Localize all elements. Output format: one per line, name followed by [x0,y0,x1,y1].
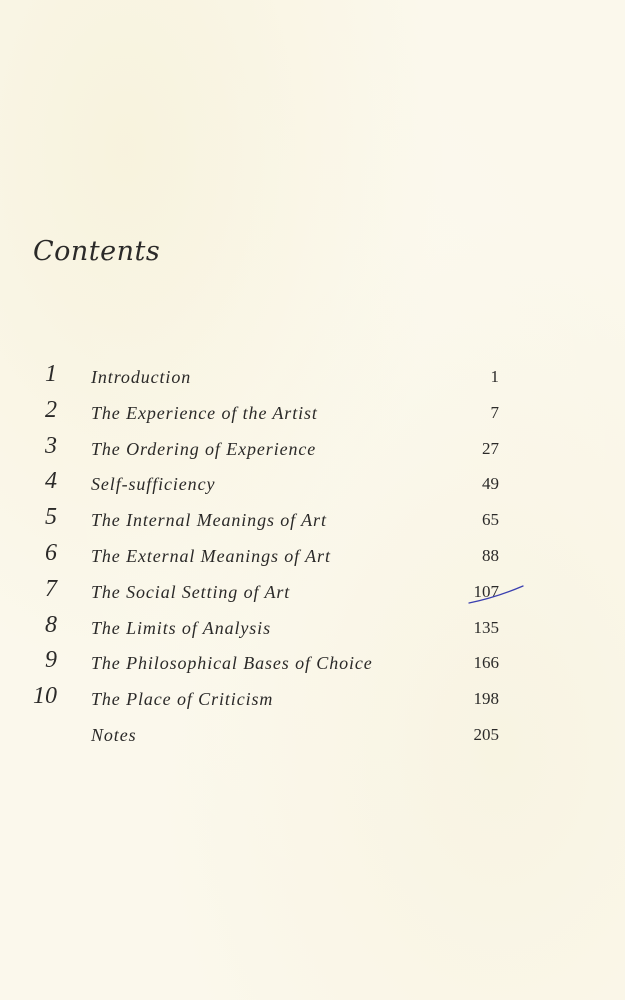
toc-entry-8 [0,610,625,646]
chapter-number: 9 [45,647,57,674]
toc-entry-notes [0,717,625,753]
page-number: 7 [490,402,499,422]
toc-entry-7 [0,574,625,610]
page-number: 135 [473,617,499,637]
chapter-title: The Limits of Analysis [91,617,271,638]
chapter-title: The Internal Meanings of Art [91,510,327,531]
page-number: 198 [473,689,499,709]
chapter-title: The Philosophical Bases of Choice [91,653,373,674]
chapter-title: Notes [91,724,137,745]
chapter-title: The Experience of the Artist [91,402,318,423]
chapter-title: The Social Setting of Art [91,581,291,602]
toc-entry-3 [0,431,625,467]
chapter-title: The Place of Criticism [91,689,274,710]
chapter-number: 8 [45,611,57,638]
chapter-number: 5 [45,504,57,531]
toc-entry-5 [0,502,625,538]
chapter-title: The Ordering of Experience [91,438,317,459]
chapter-number: 1 [45,361,57,387]
chapter-title: Introduction [91,367,192,387]
page-number: 1 [490,367,499,386]
toc-entry-6 [0,538,625,574]
page-number: 205 [473,724,499,744]
toc-entry-1 [0,359,625,395]
page-title: Contents [33,236,161,267]
chapter-number: 2 [45,396,57,423]
page-number: 166 [473,653,499,673]
chapter-number: 4 [45,468,57,495]
chapter-number: 6 [45,539,57,566]
chapter-title: The External Meanings of Art [91,545,331,566]
toc-entry-10 [0,681,625,717]
pen-underline-mark [466,582,526,608]
page-number: 107 [473,581,499,601]
chapter-number: 7 [45,575,57,602]
toc-entry-4 [0,466,625,502]
page-number: 27 [482,438,499,458]
chapter-number: 10 [33,683,57,710]
chapter-title: Self-sufficiency [91,474,216,495]
toc-entry-9 [0,645,625,681]
page-number: 88 [482,545,499,565]
page-number: 49 [482,474,499,494]
page-number: 65 [482,510,499,530]
chapter-number: 3 [45,432,57,459]
table-of-contents [0,359,625,753]
toc-entry-2 [0,395,625,431]
